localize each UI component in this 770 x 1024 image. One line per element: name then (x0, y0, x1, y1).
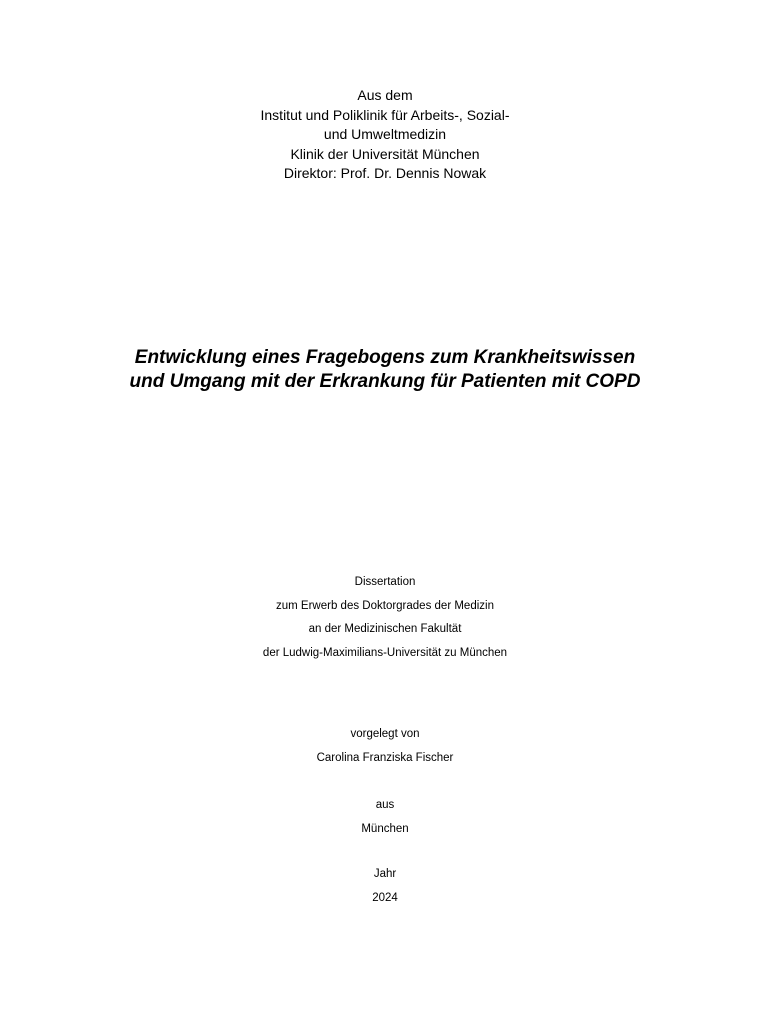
dissertation-info (0, 575, 770, 669)
faculty: an der Medizinischen Fakultät (308, 623, 462, 635)
submission-year (0, 867, 770, 914)
author-origin (0, 798, 770, 845)
origin-city: München (361, 822, 409, 835)
title-line-1: Entwicklung eines Fragebogens zum Krankheitswissen (134, 347, 636, 368)
institution-name: Institut und Poliklinik für Arbeits-, Sozial- (260, 106, 510, 123)
degree-purpose: zum Erwerb des Doktorgrades der Medizin (276, 599, 494, 612)
submitted-label: vorgelegt von (350, 728, 420, 740)
author-name: Carolina Franziska Fischer (316, 751, 454, 764)
director-line: Direktor: Prof. Dr. Dennis Nowak (283, 165, 487, 181)
institution-line-intro: Aus dem (357, 87, 413, 103)
institution-header (0, 86, 770, 184)
dissertation-title (0, 346, 770, 394)
submitted-by (0, 727, 770, 774)
dissertation-label: Dissertation (354, 576, 416, 588)
institution-name-continued: und Umweltmedizin (323, 126, 447, 142)
year-value: 2024 (372, 891, 398, 904)
university: der Ludwig-Maximilians-Universität zu München (262, 646, 508, 659)
clinic-name: Klinik der Universität München (290, 145, 480, 162)
title-line-2: und Umgang mit der Erkrankung für Patienten mit COPD (129, 371, 641, 392)
year-label: Jahr (373, 868, 397, 880)
origin-label: aus (375, 799, 395, 811)
